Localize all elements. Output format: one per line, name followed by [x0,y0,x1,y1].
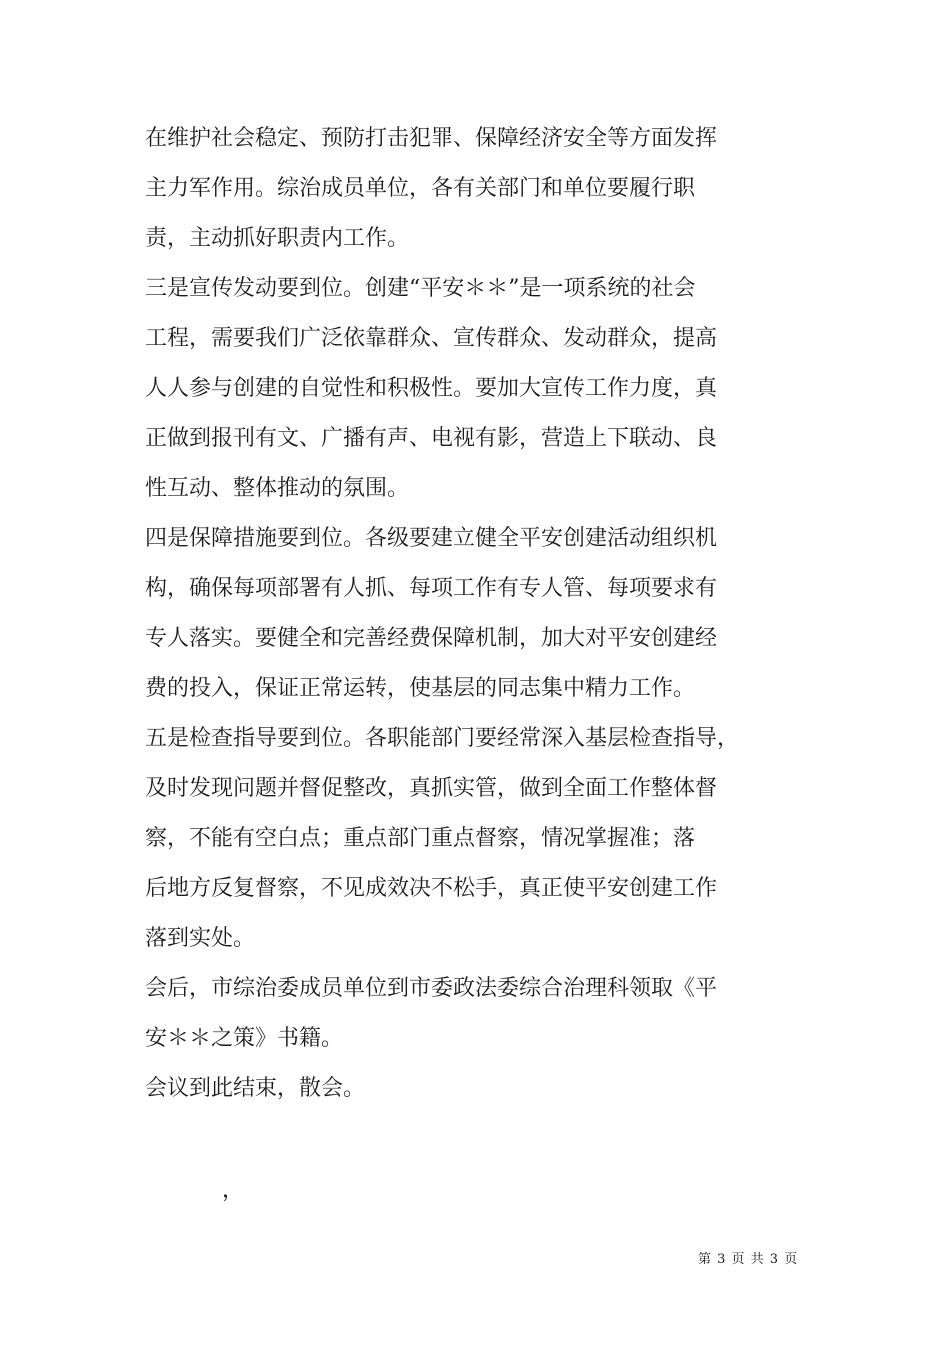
text-line: 会议到此结束，散会。 [145,1076,366,1101]
text-line: 正做到报刊有文、广播有声、电视有影，营造上下联动、良 [145,426,718,451]
text-line: 工程，需要我们广泛依靠群众、宣传群众、发动群众，提高 [145,326,718,351]
text-line: 性互动、整体推动的氛围。 [145,476,410,501]
text-line: 安＊＊之策》书籍。 [145,1026,344,1051]
text-line: 在维护社会稳定、预防打击犯罪、保障经济安全等方面发挥 [145,126,718,151]
text-line: 落到实处。 [145,926,256,951]
text-line: 四是保障措施要到位。各级要建立健全平安创建活动组织机 [145,526,718,551]
page-number-footer: 第 3 页 共 3 页 [698,1252,799,1267]
text-line: 责，主动抓好职责内工作。 [145,226,410,251]
text-line: 人人参与创建的自觉性和积极性。要加大宣传工作力度，真 [145,376,718,401]
text-line: 会后，市综治委成员单位到市委政法委综合治理科领取《平 [145,976,718,1001]
text-line: 及时发现问题并督促整改，真抓实管，做到全面工作整体督 [145,776,718,801]
text-line: 后地方反复督察，不见成效决不松手，真正使平安创建工作 [145,876,718,901]
text-line: 五是检查指导要到位。各职能部门要经常深入基层检查指导， [145,726,740,751]
text-line: 专人落实。要健全和完善经费保障机制，加大对平安创建经 [145,626,718,651]
document-body [145,114,755,1114]
text-line: 费的投入，保证正常运转，使基层的同志集中精力工作。 [145,676,696,701]
text-line: 主力军作用。综治成员单位，各有关部门和单位要履行职 [145,176,696,201]
stray-comma: ， [222,1178,245,1203]
text-line: 构，确保每项部署有人抓、每项工作有专人管、每项要求有 [145,576,718,601]
text-line: 察，不能有空白点；重点部门重点督察，情况掌握准；落 [145,826,696,851]
text-line: 三是宣传发动要到位。创建“平安＊＊”是一项系统的社会 [145,276,696,301]
